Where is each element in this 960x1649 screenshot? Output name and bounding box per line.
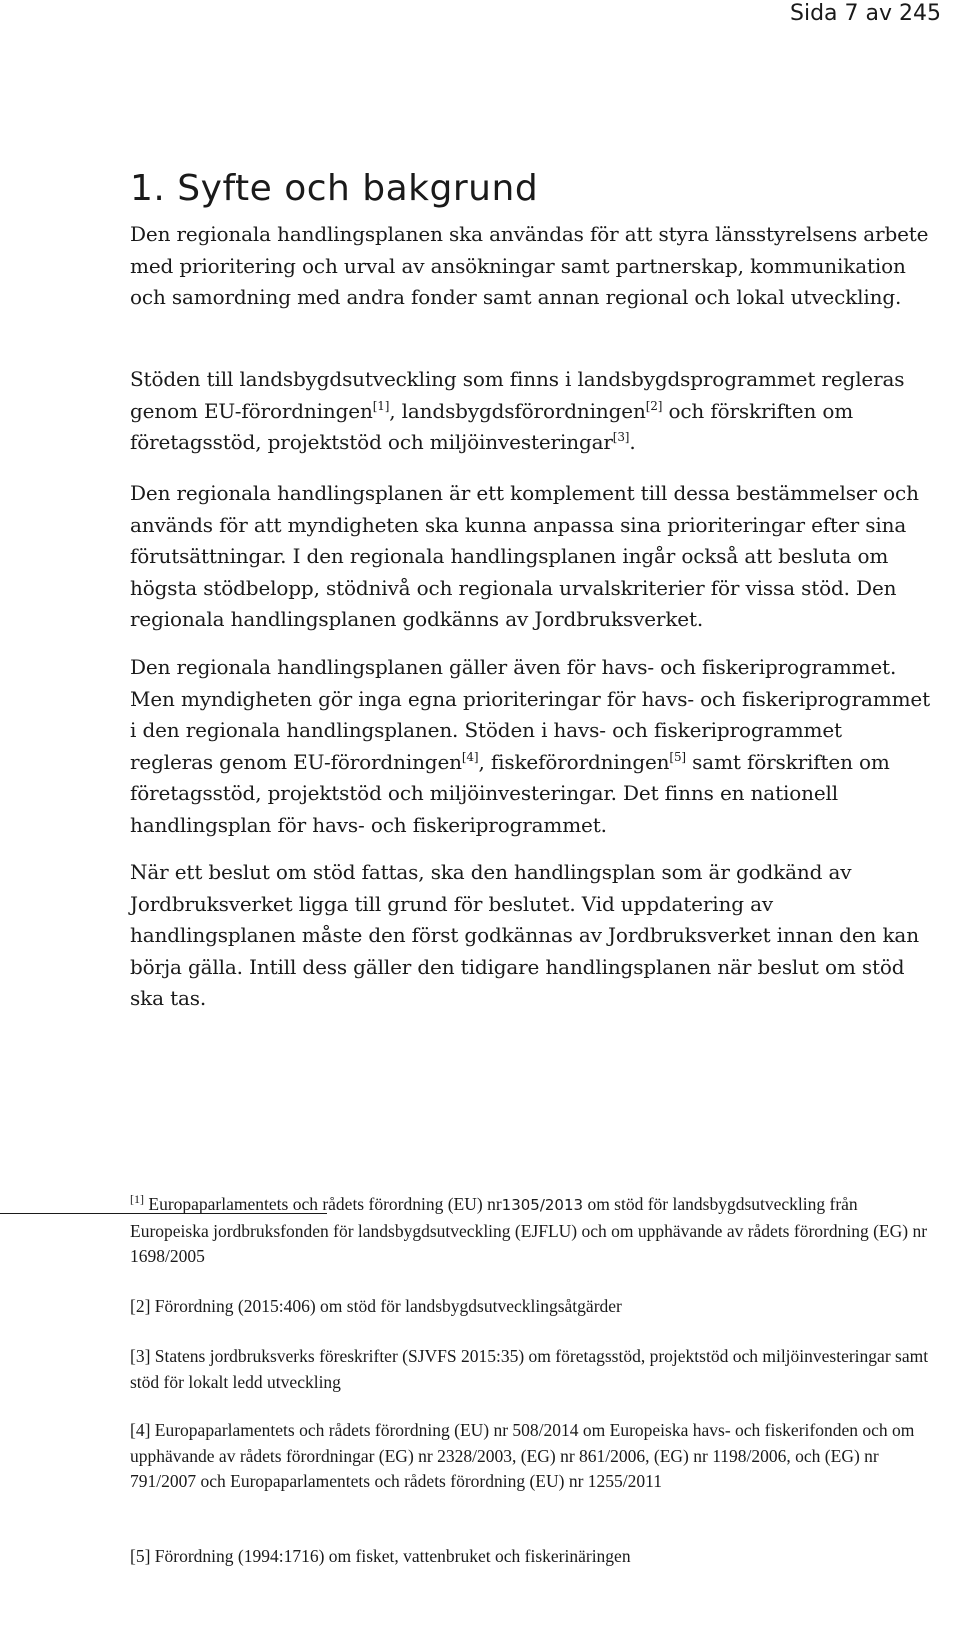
paragraph-regulations [130,364,930,459]
text-segment: . [629,430,636,454]
footnote-1 [130,1192,930,1270]
page-number: Sida 7 av 245 [790,1,941,26]
footnote-ref-2[interactable]: [2] [645,398,663,413]
paragraph-fisheries [130,652,930,841]
footnote-4: [4] Europaparlamentets och rådets förordning (EU) nr 508/2014 om Europeiska havs- och fiskerifonden och om upphävande av rådets förordningar (EG) nr 2328/2003, (EG) nr 861/2006, (EG) nr 1198/2006, och (EG) nr 791/2007 och Europaparlamentets och rådets förordning (EU) nr 1255/2011 [130,1420,915,1491]
text-segment: samt förskriften om företagsstöd, projektstöd och miljöinvesteringar. Det finns en nationell handlingsplan för havs- och fiskeriprogrammet. [130,749,890,837]
paragraph-complement: Den regionala handlingsplanen är ett komplement till dessa bestämmelser och används för att myndigheten ska kunna anpassa sina prioriteringar efter sina förutsättningar. I den regionala handlingsplanen ingår också att besluta om högsta stödbelopp, stödnivå och regionala urvalskriterier för vissa stöd. Den regionala handlingsplanen godkänns av Jordbruksverket. [130,481,919,631]
paragraph-purpose: Den regionala handlingsplanen ska användas för att styra länsstyrelsens arbete med prioritering och urval av ansökningar samt partnerskap, kommunikation och samordning med andra fonder samt annan regional och lokal utveckling. [130,222,929,309]
text-segment: och förskriften om företagsstöd, projektstöd och miljöinvesteringar [130,398,854,454]
footnote-ref-5[interactable]: [5] [669,749,686,764]
footnote-ref-3[interactable]: [3] [612,430,630,444]
paragraph-decision: När ett beslut om stöd fattas, ska den handlingsplan som är godkänd av Jordbruksverket ligga till grund för beslutet. Vid uppdatering av handlingsplanen måste den först godkännas av Jordbruksverket innan den kan börja gälla. Intill dess gäller den tidigare handlingsplanen när beslut om stöd ska tas. [130,860,919,1010]
section-heading: 1. Syfte och bakgrund [130,168,539,209]
footnote-2: [2] Förordning (2015:406) om stöd för landsbygdsutvecklingsåtgärder [130,1296,622,1316]
text-segment: Europaparlamentets och rådets förordning (EU) nr [144,1194,502,1214]
text-segment: om stöd för landsbygdsutveckling från Europeiska jordbruksfonden för landsbygdsutveckling (EJFLU) och om upphävande av rådets förordning (EG) nr 1698/2005 [130,1194,928,1266]
footnote-1-marker: [1] [130,1192,144,1206]
text-segment: , landsbygdsförordningen [389,398,646,423]
footnote-5: [5] Förordning (1994:1716) om fisket, vattenbruket och fiskerinäringen [130,1546,631,1566]
footnote-3: [3] Statens jordbruksverks föreskrifter (SJVFS 2015:35) om företagsstöd, projektstöd och miljöinvesteringar samt stöd för lokalt ledd utveckling [130,1346,929,1392]
text-segment: , fiskeförordningen [478,749,670,774]
text-segment: Den regionala handlingsplanen gäller även för havs- och fiskeriprogrammet. Men myndigheten gör inga egna prioriteringar för havs- och fiskeriprogrammet i den regionala handlingsplanen. Stöden i havs- och fiskeriprogrammet regleras genom EU-förordningen [130,655,930,774]
footnote-ref-1[interactable]: [1] [372,398,390,413]
regulation-number: 1305/2013 [501,1196,584,1214]
text-segment: Stöden till landsbygdsutveckling som finns i landsbygdsprogrammet regleras genom EU-förordningen [130,367,905,423]
footnote-ref-4[interactable]: [4] [461,749,479,764]
